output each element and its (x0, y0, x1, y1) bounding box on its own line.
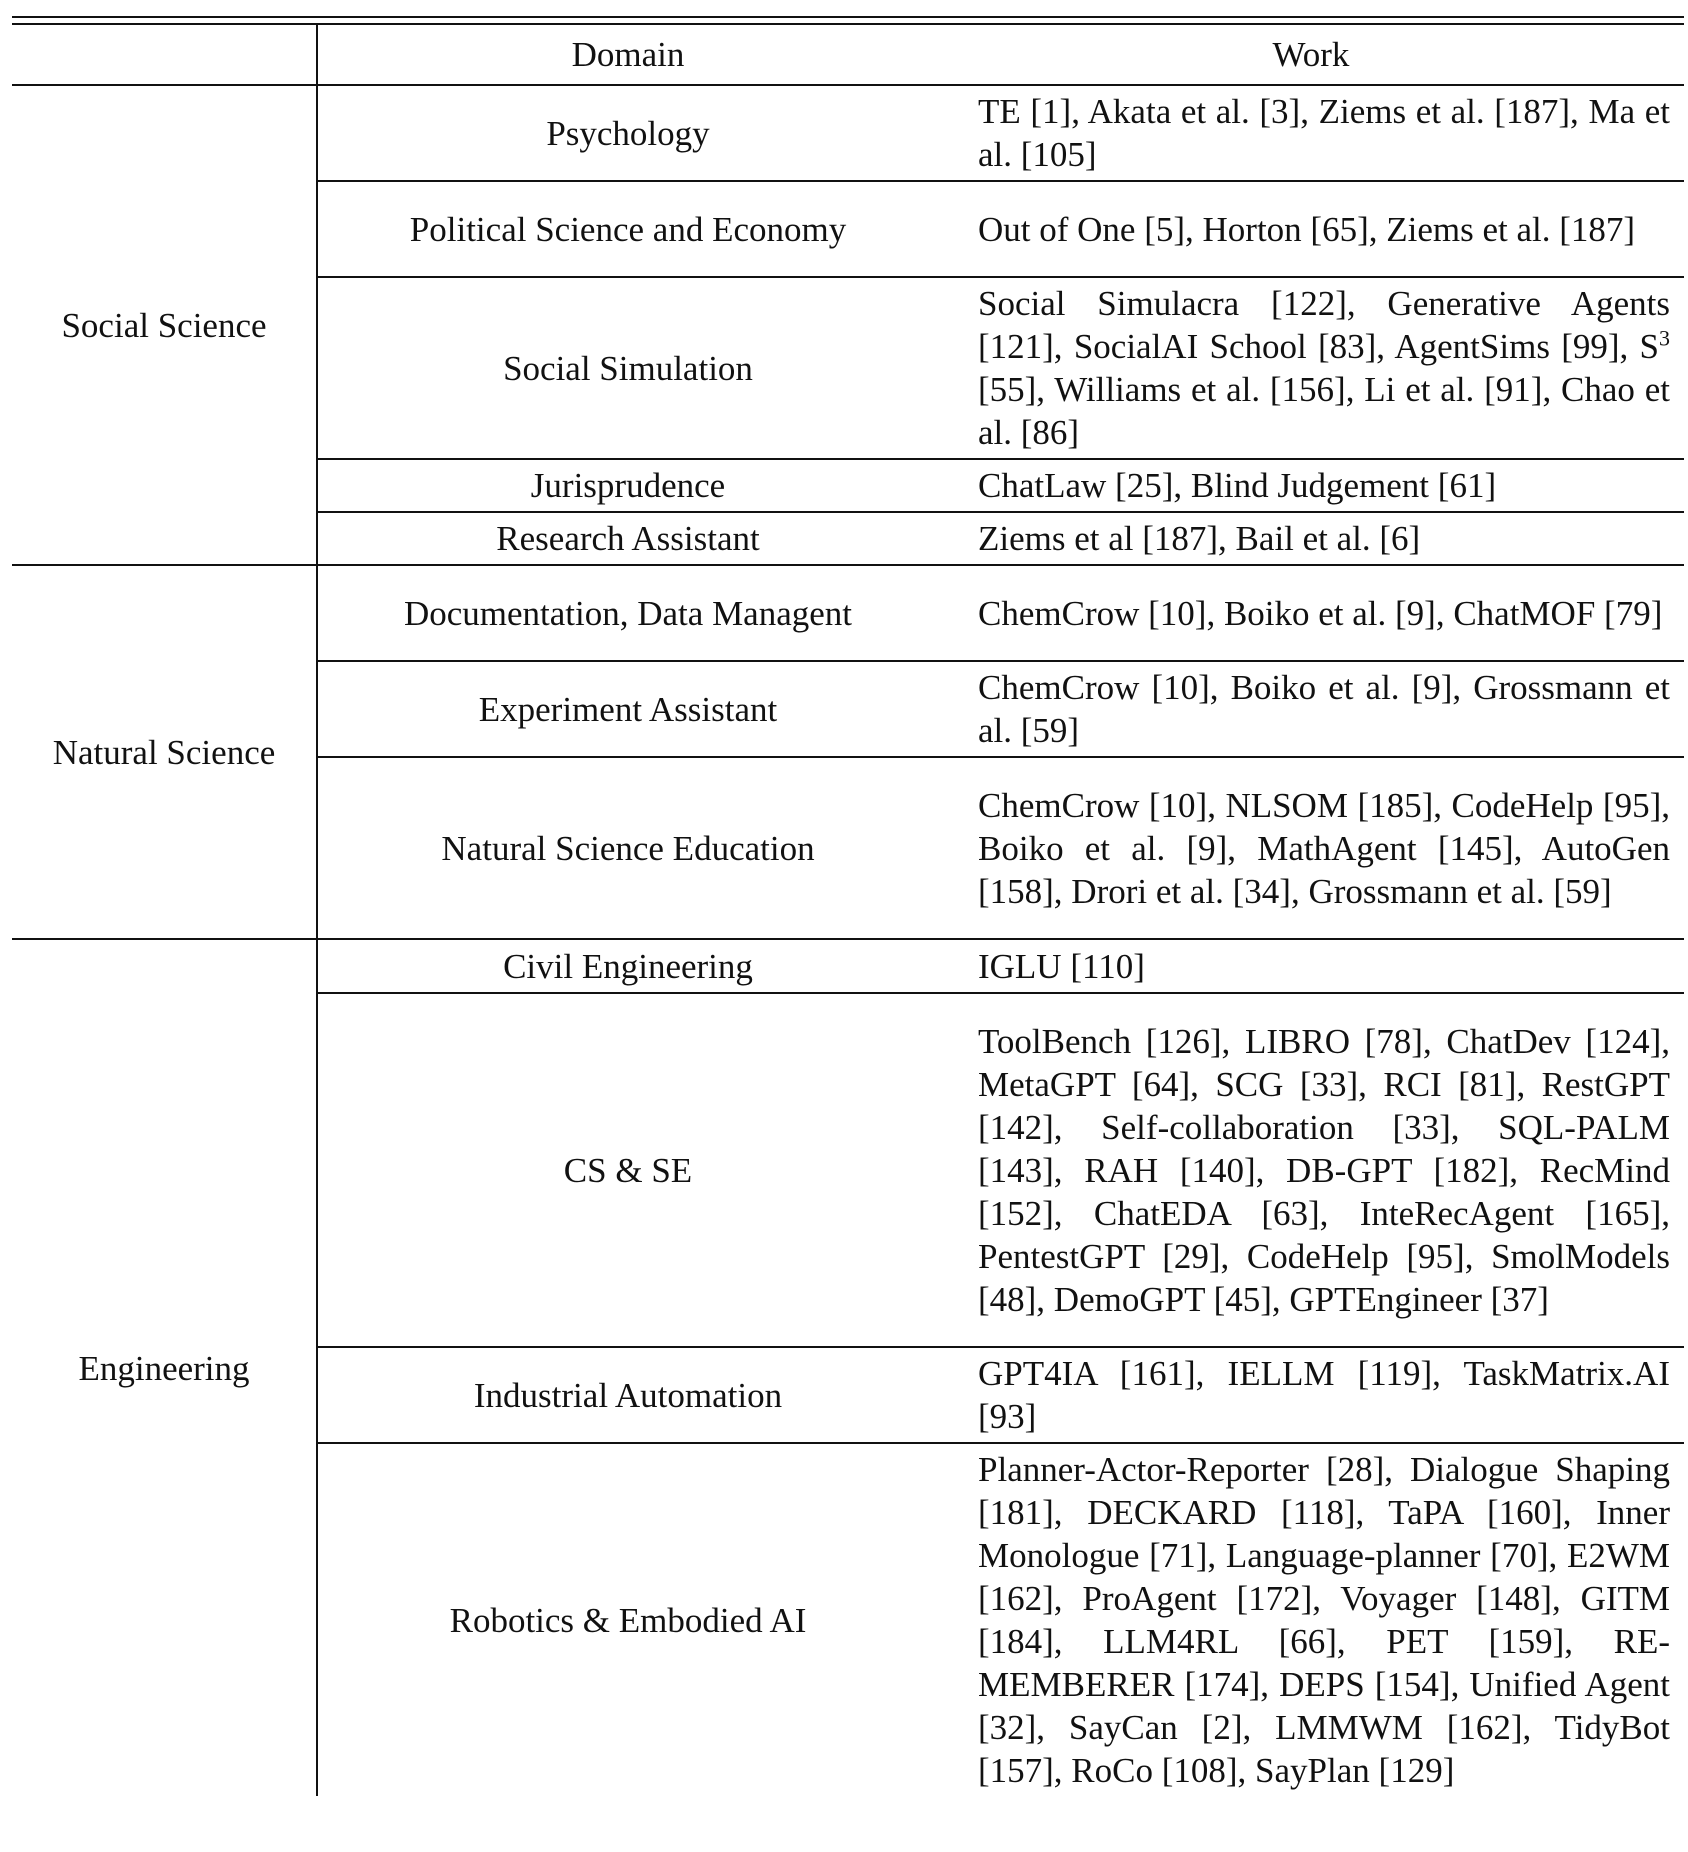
domain-cell: Research Assistant (317, 512, 938, 565)
domain-cell: Natural Science Education (317, 757, 938, 939)
work-cell: GPT4IA [161], IELLM [119], TaskMatrix.AI [93] (938, 1347, 1684, 1443)
work-text-part: Social Simulacra [122], Generative Agents [121], SocialAI School [83], AgentSims [99], S (978, 284, 1670, 366)
header-row (12, 25, 1684, 85)
domain-cell: Jurisprudence (317, 459, 938, 512)
work-cell: TE [1], Akata et al. [3], Ziems et al. [187], Ma et al. [105] (978, 92, 1670, 174)
work-cell: ChemCrow [10], Boiko et al. [9], ChatMOF [79] (938, 565, 1684, 661)
domain-cell: Robotics & Embodied AI (317, 1443, 938, 1796)
category-social-science: Social Science (12, 85, 317, 565)
table-row (12, 565, 1684, 661)
applications-table (12, 25, 1684, 1796)
domain-cell: Industrial Automation (317, 1347, 938, 1443)
header-work: Work (938, 25, 1684, 85)
work-cell: ChemCrow [10], Boiko et al. [9], Grossmann et al. [59] (938, 661, 1684, 757)
domain-cell: Political Science and Economy (317, 181, 938, 277)
work-cell: Out of One [5], Horton [65], Ziems et al. [187] (938, 181, 1684, 277)
table-row (12, 85, 1684, 181)
work-text-part: [55], Williams et al. [156], Li et al. [91], Chao et al. [86] (978, 370, 1670, 452)
table-row (12, 939, 1684, 993)
domain-cell: Experiment Assistant (317, 661, 938, 757)
work-cell (938, 277, 1684, 459)
work-cell: IGLU [110] (938, 939, 1684, 993)
work-cell: ChatLaw [25], Blind Judgement [61] (938, 459, 1684, 512)
category-engineering: Engineering (12, 939, 317, 1796)
work-cell: Ziems et al [187], Bail et al. [6] (938, 512, 1684, 565)
header-category (12, 25, 317, 85)
work-cell: ChemCrow [10], NLSOM [185], CodeHelp [95], Boiko et al. [9], MathAgent [145], AutoGen [158], Drori et al. [34], Grossmann et al. [59] (938, 757, 1684, 939)
superscript: 3 (1659, 325, 1670, 351)
domain-cell: Documentation, Data Managent (317, 565, 938, 661)
work-cell: Planner-Actor-Reporter [28], Dialogue Shaping [181], DECKARD [118], TaPA [160], Inner Monologue [71], Language-planner [70], E2WM [162], ProAgent [172], Voyager [148], GITM [184], LLM4RL [66], PET [159], REMEMBERER [174], DEPS [154], Unified Agent [32], SayCan [2], LMMWM [162], TidyBot [157], RoCo [108], SayPlan [129] (938, 1443, 1684, 1796)
domain-cell: Social Simulation (317, 277, 938, 459)
domain-cell: CS & SE (317, 993, 938, 1347)
header-domain: Domain (317, 25, 938, 85)
domain-cell: Psychology (546, 113, 710, 153)
work-cell: ToolBench [126], LIBRO [78], ChatDev [124], MetaGPT [64], SCG [33], RCI [81], RestGPT [142], Self-collaboration [33], SQL-PALM [143], RAH [140], DB-GPT [182], RecMind [152], ChatEDA [63], InteRecAgent [165], PentestGPT [29], CodeHelp [95], SmolModels [48], DemoGPT [45], GPTEngineer [37] (938, 993, 1684, 1347)
top-rule-thick (12, 16, 1684, 18)
category-natural-science: Natural Science (12, 565, 317, 939)
domain-cell: Civil Engineering (317, 939, 938, 993)
